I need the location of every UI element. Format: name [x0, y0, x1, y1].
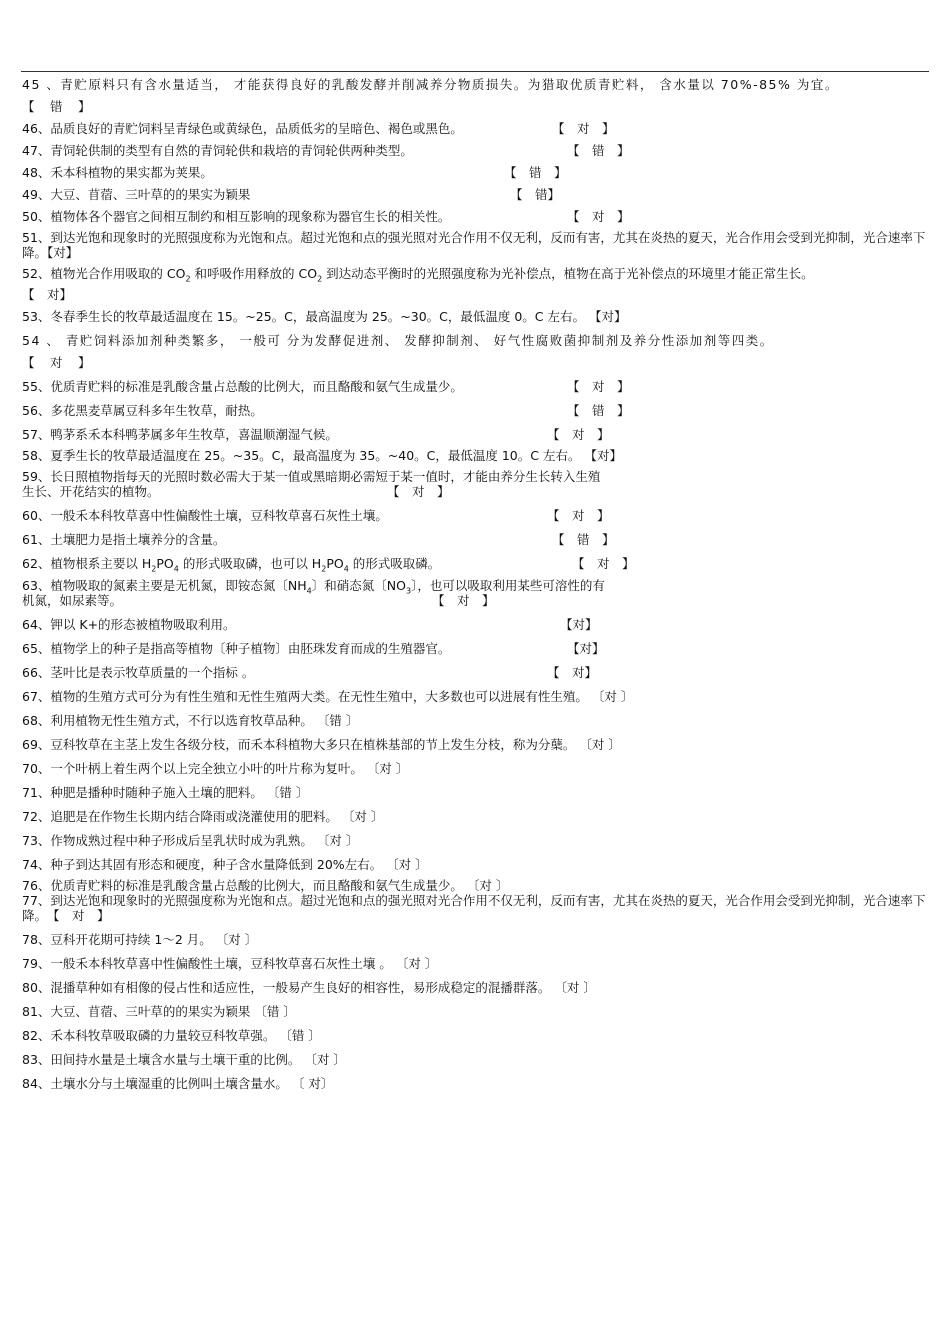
question-79-answer: 〔对 〕: [395, 956, 438, 971]
question-45-answer: 【 错 】: [22, 99, 93, 114]
question-54: [22, 333, 932, 348]
question-78-answer: 〔对 〕: [215, 932, 258, 947]
question-69-answer: 〔对 〕: [579, 737, 621, 752]
question-53: [22, 309, 932, 324]
subscript: 2: [151, 564, 157, 574]
question-56-text: 56、多花黑麦草属豆科多年生牧草，耐热。: [22, 403, 263, 418]
question-47-answer: 【 错 】: [567, 143, 630, 158]
question-66-answer: 【 对】: [547, 665, 598, 680]
header-rule: [21, 71, 929, 72]
question-80: [22, 980, 932, 995]
co2-subscript: 2: [317, 274, 323, 284]
question-72-answer: 〔对 〕: [341, 809, 384, 824]
question-74-answer: 〔对 〕: [386, 857, 428, 872]
question-53-answer: 【对】: [589, 309, 627, 324]
question-64-answer: 【对】: [560, 617, 598, 632]
question-78: [22, 932, 932, 947]
question-57-text: 57、鸭茅系禾本科鸭茅属多年生牧草，喜温顺潮湿气候。: [22, 427, 338, 442]
question-46-text: 46、品质良好的青贮饲料呈青绿色或黄绿色，品质低劣的呈暗色、褐色或黑色。: [22, 121, 463, 136]
question-60-text: 60、一般禾本科牧草喜中性偏酸性土壤，豆科牧草喜石灰性土壤。: [22, 508, 388, 523]
question-70-answer: 〔对 〕: [366, 761, 409, 776]
question-74: [22, 857, 932, 872]
question-62-text-a: 62、植物根系主要以 H: [22, 556, 152, 571]
question-70: [22, 761, 932, 776]
question-61: [22, 532, 932, 547]
question-54-answer: 【 对 】: [22, 355, 93, 370]
question-73-answer: 〔对 〕: [316, 833, 359, 848]
question-76-answer: 〔对 〕: [466, 878, 509, 893]
question-57-answer: 【 对 】: [547, 427, 610, 442]
question-58-answer: 【对】: [584, 448, 622, 463]
question-62-answer: 【 对 】: [572, 556, 635, 571]
question-52: [22, 266, 932, 284]
question-57: [22, 427, 932, 442]
question-73-text: 73、作物成熟过程中种子形成后呈乳状时成为乳熟。: [22, 833, 313, 848]
question-61-answer: 【 错 】: [552, 532, 615, 547]
question-50: [22, 209, 932, 224]
question-72: [22, 809, 932, 824]
question-81-answer: 〔错 〕: [254, 1004, 296, 1019]
question-50-text: 50、植物体各个器官之间相互制约和相互影响的现象称为器官生长的相关性。: [22, 209, 451, 224]
question-48-text: 48、禾本科植物的果实都为荚果。: [22, 165, 213, 180]
question-77-answer: 【 对 】: [53, 908, 110, 923]
question-60-answer: 【 对 】: [547, 508, 610, 523]
question-45: [22, 77, 932, 92]
question-46-answer: 【 对 】: [552, 121, 615, 136]
question-69: [22, 737, 932, 752]
question-65-text: 65、植物学上的种子是指高等植物〔种子植物〕由胚珠发育而成的生殖器官。: [22, 641, 451, 656]
question-58: [22, 448, 932, 463]
question-71-text: 71、种肥是播种时随种子施入土壤的肥料。: [22, 785, 263, 800]
question-61-text: 61、土壤肥力是指土壤养分的含量。: [22, 532, 226, 547]
question-53-text: 53、冬春季生长的牧草最适温度在 15。~25。C，最高温度为 25。~30。C，最低温度 0。C 左右。: [22, 309, 586, 324]
question-59-line-2: [22, 484, 932, 499]
question-55-text: 55、优质青贮料的标准是乳酸含量占总酸的比例大，而且酪酸和氨气生成量少。: [22, 379, 463, 394]
question-45-answer-line: [22, 99, 932, 114]
question-47-text: 47、青饲轮供制的类型有自然的青饲轮供和栽培的青饲轮供两种类型。: [22, 143, 413, 158]
question-60: [22, 508, 932, 523]
question-73: [22, 833, 932, 848]
question-56-answer: 【 错 】: [567, 403, 630, 418]
question-63-text-c: 〕，也可以吸取利用某些可溶性的有: [411, 578, 605, 593]
question-58-text: 58、夏季生长的牧草最适温度在 25。~35。C，最高温度为 35。~40。C，最低温度 10。C 左右。: [22, 448, 581, 463]
question-49-answer: 【 错】: [510, 187, 561, 202]
question-63-line-2: [22, 593, 932, 608]
question-64: [22, 617, 932, 632]
question-68-text: 68、利用植物无性生殖方式，不行以选育牧草品种。: [22, 713, 313, 728]
question-78-text: 78、豆科开花期可持续 1～2 月。: [22, 932, 212, 947]
question-76-text: 76、优质青贮料的标准是乳酸含量占总酸的比例大，而且酪酸和氨气生成量少。: [22, 878, 463, 893]
question-82-text: 82、禾本科牧草吸取磷的力量较豆科牧草强。: [22, 1028, 276, 1043]
question-66-text: 66、茎叶比是表示牧草质量的一个指标 。: [22, 665, 255, 680]
question-83-answer: 〔对 〕: [304, 1052, 346, 1067]
question-77-text: 77、到达光饱和现象时的光照强度称为光饱和点。超过光饱和点的强光照对光合作用不仅无利，反而有害，尤其在炎热的夏天，光合作用会受到光抑制，光合速率下降。: [22, 893, 926, 923]
question-69-text: 69、豆科牧草在主茎上发生各级分枝，而禾本科植物大多只在植株基部的节上发生分枝，称为分蘖。: [22, 737, 576, 752]
question-74-text: 74、种子到达其固有形态和硬度，种子含水量降低到 20%左右。: [22, 857, 383, 872]
question-84: [22, 1076, 932, 1091]
question-68: [22, 713, 932, 728]
question-79-text: 79、一般禾本科牧草喜中性偏酸性土壤，豆科牧草喜石灰性土壤 。: [22, 956, 392, 971]
question-71-answer: 〔错 〕: [266, 785, 309, 800]
question-48-answer: 【 错 】: [504, 165, 567, 180]
question-68-answer: 〔错 〕: [316, 713, 359, 728]
subscript: 4: [173, 564, 179, 574]
question-52-text-a: 52、植物光合作用吸取的 CO: [22, 266, 186, 281]
question-83-text: 83、田间持水量是土壤含水量与土壤干重的比例。: [22, 1052, 301, 1067]
question-52-text-c: 到达动态平衡时的光照强度称为光补偿点，植物在高于光补偿点的环境里才能正常生长。: [322, 266, 814, 281]
question-66: [22, 665, 932, 680]
question-63: [22, 578, 932, 596]
question-70-text: 70、一个叶柄上着生两个以上完全独立小叶的叶片称为复叶。: [22, 761, 363, 776]
question-56: [22, 403, 932, 418]
question-62: [22, 556, 932, 574]
question-52-text-b: 和呼吸作用释放的 CO: [190, 266, 318, 281]
question-65: [22, 641, 932, 656]
question-51: [22, 230, 932, 260]
co2-subscript: 2: [185, 274, 191, 284]
question-79: [22, 956, 932, 971]
question-52-answer: 【 对】: [22, 287, 73, 302]
question-80-text: 80、混播草种如有相像的侵占性和适应性，一般易产生良好的相容性，易形成稳定的混播群落。: [22, 980, 551, 995]
question-63-text-d: 机氮，如尿素等。: [22, 593, 123, 608]
question-82-answer: 〔错 〕: [279, 1028, 321, 1043]
question-67: [22, 689, 932, 704]
question-84-answer: 〔 对〕: [291, 1076, 334, 1091]
question-46: [22, 121, 932, 136]
question-76: [22, 878, 932, 893]
question-62-text-d: PO: [326, 556, 344, 571]
question-67-answer: 〔对 〕: [591, 689, 634, 704]
question-67-text: 67、植物的生殖方式可分为有性生殖和无性生殖两大类。在无性生殖中，大多数也可以进展有性生殖。: [22, 689, 588, 704]
question-62-text-b: PO: [156, 556, 174, 571]
question-59-text-b: 生长、开花结实的植物。: [22, 484, 160, 499]
question-63-answer: 【 对 】: [432, 593, 495, 608]
question-65-answer: 【对】: [567, 641, 605, 656]
question-82: [22, 1028, 932, 1043]
question-77: [22, 893, 932, 923]
question-47: [22, 143, 932, 158]
subscript: 2: [321, 564, 327, 574]
question-83: [22, 1052, 932, 1067]
question-54-text: 54 、 青贮饲料添加剂种类繁多， 一般可 分为发酵促进剂、 发酵抑制剂、 好气性腐败菌抑制剂及养分性添加剂等四类。: [22, 333, 774, 348]
question-80-answer: 〔对 〕: [554, 980, 596, 995]
question-52-answer-line: [22, 287, 932, 302]
question-81: [22, 1004, 932, 1019]
question-62-text-c: 的形式吸取磷，也可以 H: [178, 556, 322, 571]
subscript: 4: [306, 586, 312, 596]
question-49: [22, 187, 932, 202]
question-51-text: 51、到达光饱和现象时的光照强度称为光饱和点。超过光饱和点的强光照对光合作用不仅无利，反而有害，尤其在炎热的夏天，光合作用会受到光抑制，光合速率下降。: [22, 230, 926, 260]
question-45-text: 45 、青贮原料只有含水量适当， 才能获得良好的乳酸发酵并削减养分物质损失。为猎取优质青贮料， 含水量以 70%-85% 为宜。: [22, 77, 839, 92]
question-55-answer: 【 对 】: [567, 379, 630, 394]
question-81-text: 81、大豆、苜蓿、三叶草的的果实为颖果: [22, 1004, 251, 1019]
question-63-text-a: 63、植物吸取的氮素主要是无机氮，即铵态氮〔NH: [22, 578, 307, 593]
question-48: [22, 165, 932, 180]
question-71: [22, 785, 932, 800]
question-59-answer: 【 对 】: [387, 484, 450, 499]
question-59-text-a: 59、长日照植物指每天的光照时数必需大于某一值或黑暗期必需短于某一值时，才能由养分生长转入生殖: [22, 469, 601, 484]
question-84-text: 84、土壤水分与土壤湿重的比例叫土壤含量水。: [22, 1076, 288, 1091]
question-59: [22, 469, 932, 484]
question-64-text: 64、钾以 K+的形态被植物吸取利用。: [22, 617, 236, 632]
question-49-text: 49、大豆、苜蓿、三叶草的的果实为颖果: [22, 187, 251, 202]
subscript: 3: [405, 586, 412, 596]
question-55: [22, 379, 932, 394]
question-72-text: 72、追肥是在作物生长期内结合降雨或浇灌使用的肥料。: [22, 809, 338, 824]
question-50-answer: 【 对 】: [567, 209, 630, 224]
question-63-text-b: 〕和硝态氮〔NO: [311, 578, 406, 593]
subscript: 4: [343, 564, 349, 574]
question-62-text-e: 的形式吸取磷。: [348, 556, 441, 571]
question-54-answer-line: [22, 355, 932, 370]
question-51-answer: 【对】: [47, 245, 79, 260]
question-list: [22, 77, 932, 1091]
